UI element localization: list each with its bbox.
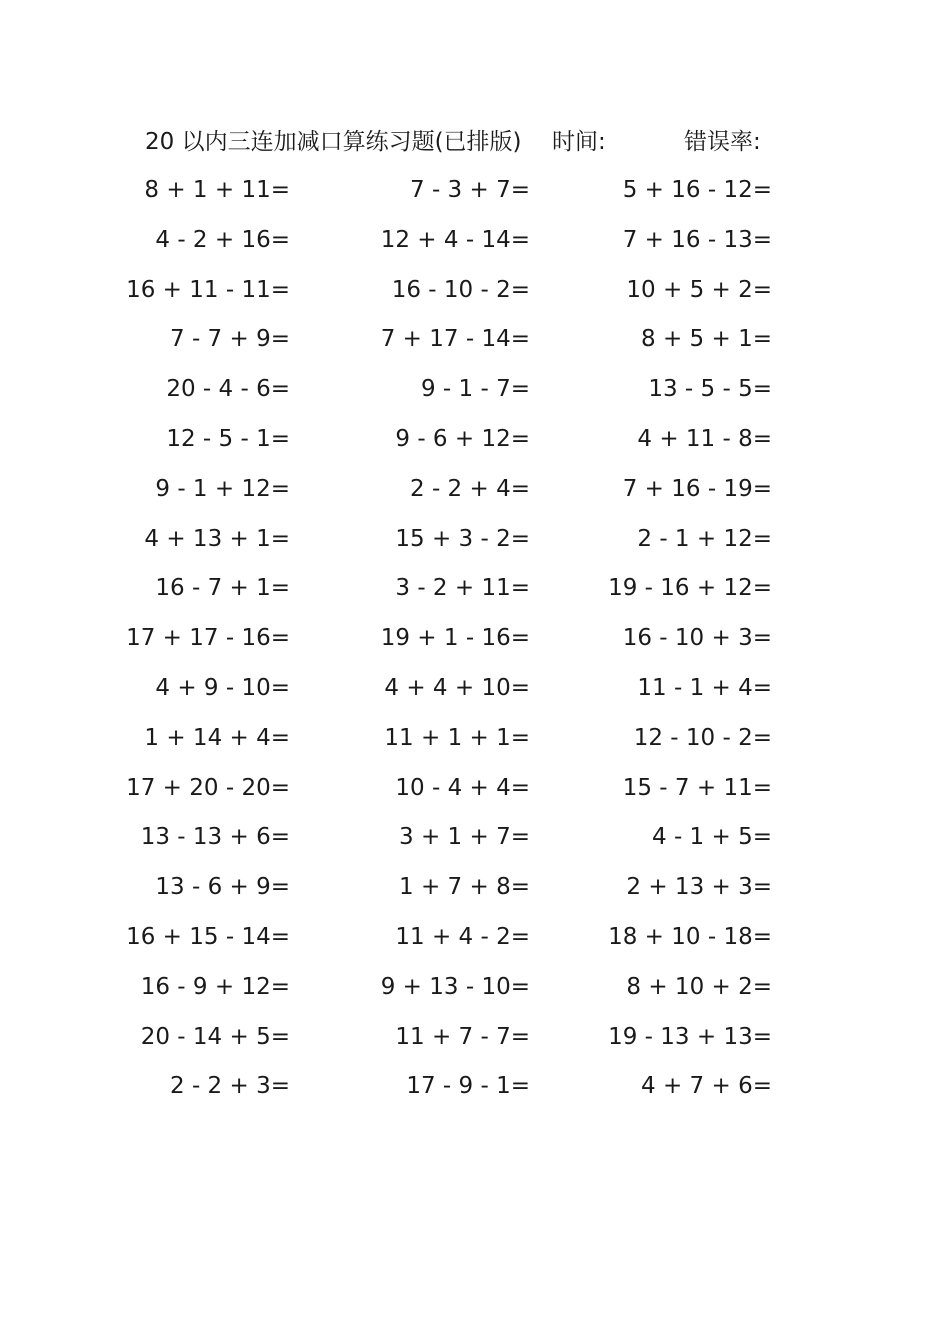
problem-row xyxy=(0,170,950,220)
problem-row xyxy=(0,369,950,419)
math-problem: 12 + 4 - 14= xyxy=(380,226,530,253)
time-label: 时间: xyxy=(552,129,606,155)
math-problem: 16 - 9 + 12= xyxy=(140,973,290,1000)
math-problem: 4 + 7 + 6= xyxy=(641,1073,772,1100)
problem-row xyxy=(0,270,950,320)
math-problem: 10 + 5 + 2= xyxy=(626,276,772,303)
math-problem: 3 - 2 + 11= xyxy=(395,575,530,602)
math-problem: 8 + 1 + 11= xyxy=(144,177,290,203)
worksheet-title: 20 以内三连加减口算练习题(已排版) xyxy=(145,129,522,155)
problem-row xyxy=(0,1066,950,1116)
problem-row xyxy=(0,319,950,369)
problem-row xyxy=(0,220,950,270)
math-problem: 4 + 4 + 10= xyxy=(384,674,530,701)
math-problem: 4 + 9 - 10= xyxy=(155,674,290,701)
math-problem: 8 + 5 + 1= xyxy=(641,326,772,353)
math-problem: 9 + 13 - 10= xyxy=(380,973,530,1000)
math-problem: 20 - 14 + 5= xyxy=(140,1023,290,1050)
math-problem: 4 + 11 - 8= xyxy=(637,425,772,452)
math-problem: 7 + 17 - 14= xyxy=(380,326,530,353)
problem-grid xyxy=(0,170,950,1116)
math-problem: 2 - 2 + 3= xyxy=(170,1073,290,1100)
problem-row xyxy=(0,967,950,1017)
problem-row xyxy=(0,768,950,818)
math-problem: 18 + 10 - 18= xyxy=(608,923,772,950)
math-problem: 13 - 6 + 9= xyxy=(155,874,290,901)
math-problem: 1 + 14 + 4= xyxy=(144,724,290,751)
problem-row xyxy=(0,917,950,967)
math-problem: 11 + 1 + 1= xyxy=(384,724,530,751)
math-problem: 12 - 10 - 2= xyxy=(633,724,772,751)
problem-row xyxy=(0,817,950,867)
math-problem: 11 - 1 + 4= xyxy=(637,674,772,701)
math-problem: 9 - 1 - 7= xyxy=(420,376,530,403)
math-problem: 8 + 10 + 2= xyxy=(626,973,772,1000)
math-problem: 9 - 6 + 12= xyxy=(395,425,530,452)
math-problem: 9 - 1 + 12= xyxy=(155,475,290,502)
problem-row xyxy=(0,568,950,618)
math-problem: 13 - 5 - 5= xyxy=(648,376,772,403)
error-rate-label: 错误率: xyxy=(684,129,761,155)
math-problem: 15 - 7 + 11= xyxy=(622,774,772,801)
math-problem: 16 - 10 + 3= xyxy=(622,625,772,652)
math-problem: 16 + 11 - 11= xyxy=(126,276,290,303)
math-problem: 20 - 4 - 6= xyxy=(166,376,290,403)
math-problem: 2 - 1 + 12= xyxy=(637,525,772,552)
problem-row xyxy=(0,469,950,519)
math-problem: 7 - 7 + 9= xyxy=(170,326,290,353)
math-problem: 11 + 7 - 7= xyxy=(395,1023,530,1050)
math-problem: 5 + 16 - 12= xyxy=(622,177,772,203)
math-problem: 2 + 13 + 3= xyxy=(626,874,772,901)
math-problem: 2 - 2 + 4= xyxy=(410,475,530,502)
problem-row xyxy=(0,718,950,768)
math-problem: 11 + 4 - 2= xyxy=(395,923,530,950)
math-problem: 17 - 9 - 1= xyxy=(406,1073,530,1100)
problem-row xyxy=(0,1017,950,1067)
math-problem: 4 - 1 + 5= xyxy=(652,824,772,851)
math-problem: 16 - 10 - 2= xyxy=(391,276,530,303)
math-problem: 1 + 7 + 8= xyxy=(399,874,530,901)
math-problem: 7 - 3 + 7= xyxy=(410,177,530,203)
math-problem: 4 - 2 + 16= xyxy=(155,226,290,253)
math-problem: 16 - 7 + 1= xyxy=(155,575,290,602)
math-problem: 3 + 1 + 7= xyxy=(399,824,530,851)
math-problem: 7 + 16 - 19= xyxy=(622,475,772,502)
math-problem: 19 + 1 - 16= xyxy=(380,625,530,652)
problem-row xyxy=(0,867,950,917)
math-problem: 4 + 13 + 1= xyxy=(144,525,290,552)
math-problem: 17 + 20 - 20= xyxy=(126,774,290,801)
problem-row xyxy=(0,618,950,668)
problem-row xyxy=(0,668,950,718)
math-problem: 15 + 3 - 2= xyxy=(395,525,530,552)
math-problem: 13 - 13 + 6= xyxy=(140,824,290,851)
problem-row xyxy=(0,419,950,469)
math-problem: 10 - 4 + 4= xyxy=(395,774,530,801)
worksheet-header xyxy=(0,122,950,162)
math-problem: 12 - 5 - 1= xyxy=(166,425,290,452)
math-problem: 7 + 16 - 13= xyxy=(622,226,772,253)
problem-row xyxy=(0,519,950,569)
math-problem: 16 + 15 - 14= xyxy=(126,923,290,950)
math-problem: 19 - 16 + 12= xyxy=(608,575,772,602)
math-problem: 19 - 13 + 13= xyxy=(608,1023,772,1050)
math-problem: 17 + 17 - 16= xyxy=(126,625,290,652)
